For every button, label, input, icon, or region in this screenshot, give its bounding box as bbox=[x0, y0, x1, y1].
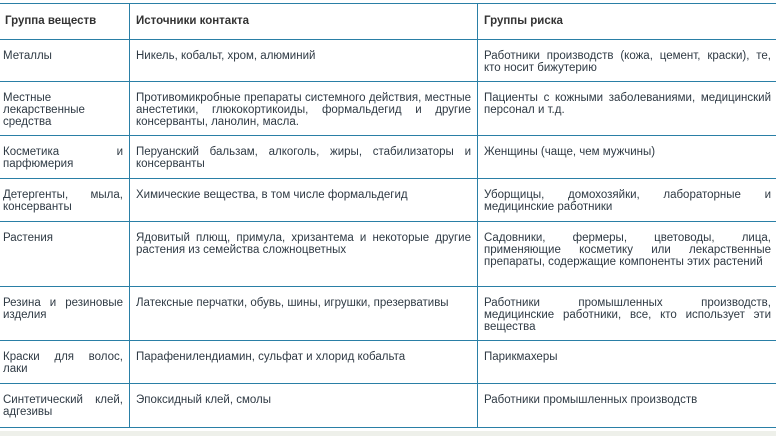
cell-substance: Синтетический клей, адгезивы bbox=[0, 384, 130, 428]
cell-source: Латексные перчатки, обувь, шины, игрушки, презервативы bbox=[130, 287, 478, 341]
table-row bbox=[0, 82, 776, 136]
table-row bbox=[0, 384, 776, 428]
cell-substance: Резина и резиновые изделия bbox=[0, 287, 130, 341]
table-row bbox=[0, 40, 776, 82]
cell-risk: Работники промышленных производств, медицинские работники, все, кто использует эти вещества bbox=[478, 287, 776, 341]
cell-substance: Металлы bbox=[0, 40, 130, 82]
cell-risk: Работники производств (кожа, цемент, краски), те, кто носит бижутерию bbox=[478, 40, 776, 82]
cell-source: Никель, кобальт, хром, алюминий bbox=[130, 40, 478, 82]
cell-source: Ядовитый плющ, примула, хризантема и некоторые другие растения из семейства сложноцветных bbox=[130, 222, 478, 287]
allergens-table bbox=[0, 3, 776, 428]
table-header-row bbox=[0, 4, 776, 40]
cell-source: Парафенилендиамин, сульфат и хлорид кобальта bbox=[130, 341, 478, 384]
cell-risk: Работники промышленных производств bbox=[478, 384, 776, 428]
cell-risk: Пациенты с кожными заболеваниями, медицинский персонал и т.д. bbox=[478, 82, 776, 136]
table-row bbox=[0, 341, 776, 384]
table-row bbox=[0, 287, 776, 341]
header-contact-sources: Источники контакта bbox=[130, 4, 478, 40]
cell-risk: Садовники, фермеры, цветоводы, лица, применяющие косметику или лекарственные препараты, содержащие компоненты этих растений bbox=[478, 222, 776, 287]
table-row bbox=[0, 179, 776, 222]
page-bottom-strip bbox=[0, 431, 776, 436]
cell-substance: Местные лекарственные средства bbox=[0, 82, 130, 136]
cell-substance: Детергенты, мыла, консерванты bbox=[0, 179, 130, 222]
cell-source: Химические вещества, в том числе формальдегид bbox=[130, 179, 478, 222]
cell-substance: Растения bbox=[0, 222, 130, 287]
table-row bbox=[0, 136, 776, 179]
table-row bbox=[0, 222, 776, 287]
cell-source: Эпоксидный клей, смолы bbox=[130, 384, 478, 428]
cell-source: Противомикробные препараты системного действия, местные анестетики, глюкокортикоиды, формальдегид и другие консерванты, ланолин, масла. bbox=[130, 82, 478, 136]
cell-risk: Парикмахеры bbox=[478, 341, 776, 384]
cell-substance: Косметика и парфюмерия bbox=[0, 136, 130, 179]
cell-source: Перуанский бальзам, алкоголь, жиры, стабилизаторы и консерванты bbox=[130, 136, 478, 179]
header-substance-group: Группа веществ bbox=[0, 4, 130, 40]
cell-risk: Женщины (чаще, чем мужчины) bbox=[478, 136, 776, 179]
header-risk-groups: Группы риска bbox=[478, 4, 776, 40]
cell-risk: Уборщицы, домохозяйки, лабораторные и медицинские работники bbox=[478, 179, 776, 222]
cell-substance: Краски для волос, лаки bbox=[0, 341, 130, 384]
